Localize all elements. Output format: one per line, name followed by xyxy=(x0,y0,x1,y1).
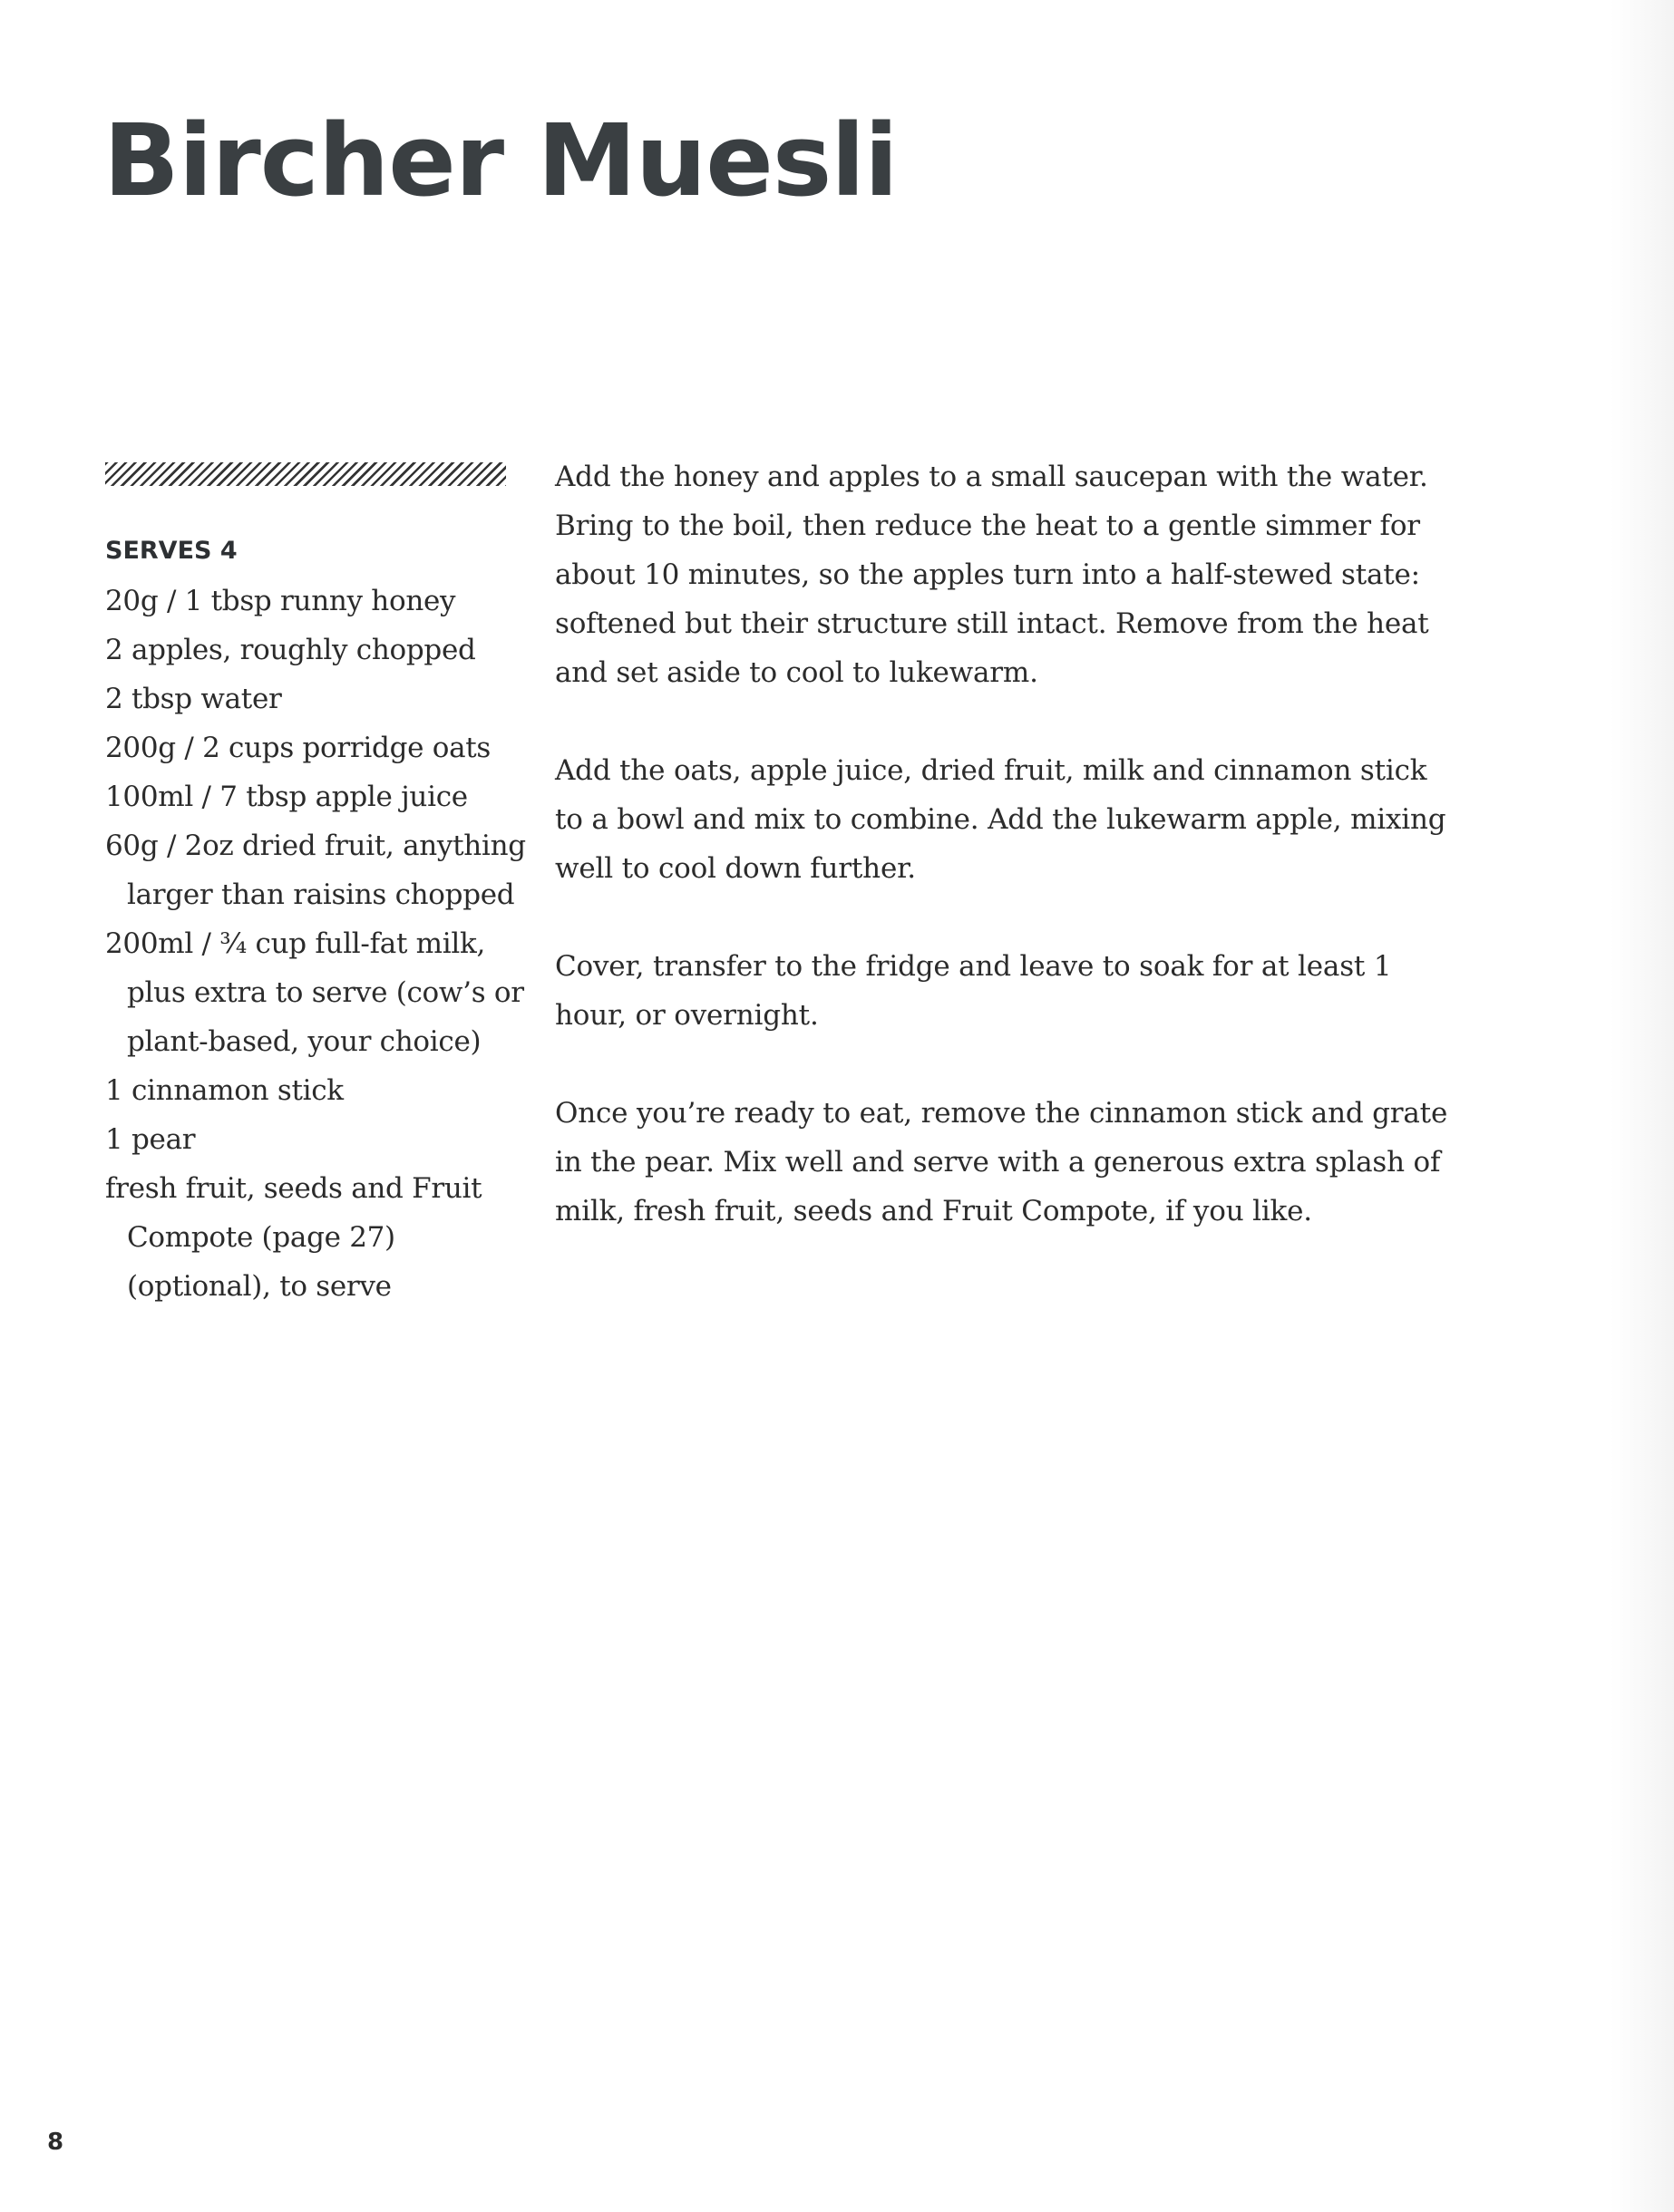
hatch-divider xyxy=(105,462,506,486)
method-step: Once you’re ready to eat, remove the cinnamon stick and grate in the pear. Mix well and serve with a generous extra splash of milk, fresh fruit, seeds and Fruit Compote, if you like. xyxy=(555,1097,1448,1227)
method-step: Add the honey and apples to a small saucepan with the water. Bring to the boil, then reduce the heat to a gentle simmer for about 10 minutes, so the apples turn into a half-stewed state: softened but their structure still intact. Remove from the heat and set aside to cool to lukewarm. xyxy=(555,461,1429,689)
ingredient-item: 1 pear xyxy=(105,1123,196,1156)
ingredient-list xyxy=(105,577,531,1311)
ingredient-item: 200ml / ¾ cup full-fat milk, plus extra to serve (cow’s or plant-based, your choice) xyxy=(105,927,524,1058)
ingredients-panel xyxy=(105,535,531,1311)
method-step: Cover, transfer to the fridge and leave to soak for at least 1 hour, or overnight. xyxy=(555,950,1392,1032)
ingredient-item: 2 apples, roughly chopped xyxy=(105,634,476,666)
page-number: 8 xyxy=(47,2129,64,2156)
ingredient-item: 60g / 2oz dried fruit, anything larger than raisins chopped xyxy=(105,830,526,911)
method-panel xyxy=(555,452,1462,1285)
method-step: Add the oats, apple juice, dried fruit, milk and cinnamon stick to a bowl and mix to combine. Add the lukewarm apple, mixing well to cool down further. xyxy=(555,754,1446,885)
ingredient-item: 2 tbsp water xyxy=(105,683,282,715)
ingredient-item: fresh fruit, seeds and Fruit Compote (page 27) (optional), to serve xyxy=(105,1172,482,1303)
page-edge-shadow xyxy=(1611,0,1674,2212)
ingredient-item: 1 cinnamon stick xyxy=(105,1074,344,1107)
ingredient-item: 20g / 1 tbsp runny honey xyxy=(105,585,456,617)
recipe-title: Bircher Muesli xyxy=(103,102,898,218)
ingredient-item: 100ml / 7 tbsp apple juice xyxy=(105,781,468,813)
serves-label: SERVES 4 xyxy=(105,537,238,565)
ingredient-item: 200g / 2 cups porridge oats xyxy=(105,732,491,764)
